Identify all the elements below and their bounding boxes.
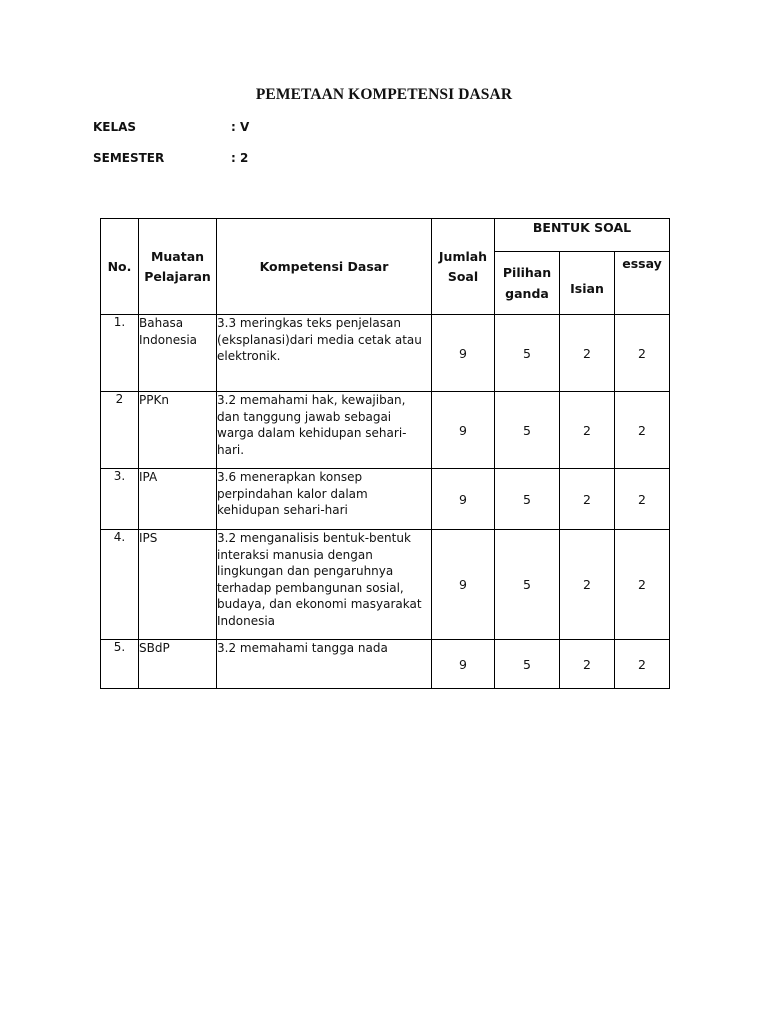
row-jumlah: 9 (432, 392, 495, 469)
table-row (101, 640, 670, 689)
table-row (101, 315, 670, 392)
header-jumlah-line2: Soal (447, 268, 479, 284)
row-pilihan-ganda: 5 (495, 530, 560, 640)
semester-label: SEMESTER (93, 151, 165, 165)
row-mapel: PPKn (139, 392, 217, 469)
row-isian: 2 (560, 315, 615, 392)
row-jumlah: 9 (432, 640, 495, 689)
row-essay: 2 (615, 469, 670, 530)
header-no: No. (101, 219, 139, 315)
row-no: 3. (101, 469, 139, 530)
header-jumlah-line1: Jumlah (438, 248, 488, 264)
row-no: 1. (101, 315, 139, 392)
row-jumlah: 9 (432, 530, 495, 640)
header-muatan-line1: Muatan (150, 248, 205, 264)
row-mapel: IPS (139, 530, 217, 640)
row-kompetensi: 3.2 menganalisis bentuk-bentuk interaksi manusia dengan lingkungan dan pengaruhnya terhadap pembangunan sosial, budaya, dan ekonomi masyarakat Indonesia (217, 530, 432, 640)
table-row (101, 530, 670, 640)
row-jumlah: 9 (432, 469, 495, 530)
header-muatan-pelajaran (139, 219, 217, 315)
row-essay: 2 (615, 392, 670, 469)
row-pilihan-ganda: 5 (495, 640, 560, 689)
header-bentuk-soal: BENTUK SOAL (495, 219, 670, 252)
header-pilihan-line1: Pilihan (502, 265, 552, 280)
row-mapel: Bahasa Indonesia (139, 315, 217, 392)
kompetensi-table (100, 218, 670, 689)
page-title: PEMETAAN KOMPETENSI DASAR (255, 86, 513, 103)
header-pilihan-line2: ganda (505, 286, 549, 301)
header-essay: essay (615, 252, 670, 315)
row-kompetensi: 3.3 meringkas teks penjelasan (eksplanasi)dari media cetak atau elektronik. (217, 315, 432, 392)
row-isian: 2 (560, 640, 615, 689)
row-kompetensi: 3.2 memahami hak, kewajiban, dan tanggung jawab sebagai warga dalam kehidupan sehari-hari. (217, 392, 432, 469)
row-no: 2 (101, 392, 139, 469)
row-no: 5. (101, 640, 139, 689)
row-kompetensi: 3.6 menerapkan konsep perpindahan kalor dalam kehidupan sehari-hari (217, 469, 432, 530)
kelas-label: KELAS (93, 120, 137, 134)
row-pilihan-ganda: 5 (495, 392, 560, 469)
header-kompetensi-dasar: Kompetensi Dasar (217, 219, 432, 315)
row-essay: 2 (615, 530, 670, 640)
row-mapel: IPA (139, 469, 217, 530)
row-jumlah: 9 (432, 315, 495, 392)
row-isian: 2 (560, 392, 615, 469)
row-essay: 2 (615, 640, 670, 689)
row-no: 4. (101, 530, 139, 640)
row-kompetensi: 3.2 memahami tangga nada (217, 640, 432, 689)
semester-value: : 2 (231, 151, 249, 165)
row-isian: 2 (560, 469, 615, 530)
header-muatan-line2: Pelajaran (144, 268, 211, 284)
table-row (101, 469, 670, 530)
header-pilihan-ganda (495, 252, 560, 315)
row-pilihan-ganda: 5 (495, 469, 560, 530)
header-isian: Isian (560, 252, 615, 315)
kelas-value: : V (231, 120, 250, 134)
table-row (101, 392, 670, 469)
row-essay: 2 (615, 315, 670, 392)
row-mapel: SBdP (139, 640, 217, 689)
row-isian: 2 (560, 530, 615, 640)
header-jumlah-soal (432, 219, 495, 315)
row-pilihan-ganda: 5 (495, 315, 560, 392)
